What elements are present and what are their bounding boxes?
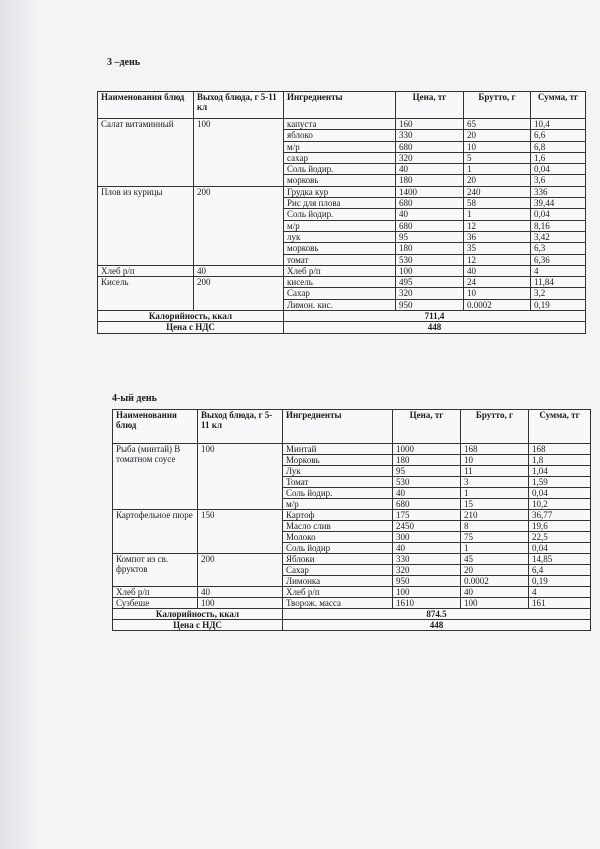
dish-name: Сузбеше: [113, 598, 198, 609]
ingredient-name: Лимонка: [283, 576, 393, 587]
dish-name: Хлеб р/п: [113, 587, 198, 598]
ingredient-sum: 19,6: [529, 521, 591, 532]
ingredient-name: яблоко: [284, 130, 396, 141]
ingredient-gross: 24: [464, 277, 531, 288]
dish-name: Салат витаминный: [98, 119, 194, 187]
header-dish-name: Наименования блюд: [113, 410, 198, 444]
table-row: [113, 598, 591, 609]
ingredient-gross: 0.0002: [461, 576, 529, 587]
dish-yield: 200: [198, 554, 283, 587]
ingredient-sum: 0,04: [531, 164, 586, 175]
ingredient-gross: 100: [461, 598, 529, 609]
dish-name: Компот из св. фруктов: [113, 554, 198, 587]
ingredient-sum: 1,8: [529, 455, 591, 466]
table-row: [98, 277, 586, 288]
dish-yield: 200: [194, 186, 284, 265]
ingredient-price: 1000: [393, 444, 461, 455]
dish-yield: 100: [194, 119, 284, 187]
ingredient-sum: 0,19: [529, 576, 591, 587]
ingredient-sum: 161: [529, 598, 591, 609]
ingredient-sum: 10,4: [531, 119, 586, 130]
ingredient-gross: 10: [464, 141, 531, 152]
ingredient-sum: 6,8: [531, 141, 586, 152]
header-yield: Выход блюда, г 5-11 кл: [198, 410, 283, 444]
table-row: [113, 554, 591, 565]
ingredient-name: Грудка кур: [284, 186, 396, 197]
ingredient-gross: 15: [461, 499, 529, 510]
ingredient-price: 100: [393, 587, 461, 598]
ingredient-sum: 0,04: [529, 488, 591, 499]
header-gross: Брутто, г: [461, 410, 529, 444]
dish-yield: 150: [198, 510, 283, 554]
ingredient-price: 950: [393, 576, 461, 587]
ingredient-price: 320: [396, 288, 464, 299]
ingredient-price: 330: [393, 554, 461, 565]
ingredient-name: Сахар: [283, 565, 393, 576]
ingredient-name: м/р: [283, 499, 393, 510]
dish-name: Картофельное пюре: [113, 510, 198, 554]
ingredient-gross: 8: [461, 521, 529, 532]
ingredient-price: 530: [396, 254, 464, 265]
ingredient-price: 180: [396, 175, 464, 186]
ingredient-sum: 14,85: [529, 554, 591, 565]
table-row: [113, 510, 591, 521]
ingredient-price: 1400: [396, 186, 464, 197]
dish-yield: 40: [198, 587, 283, 598]
header-ingredients: Ингредиенты: [283, 410, 393, 444]
ingredient-name: лук: [284, 231, 396, 242]
ingredient-gross: 10: [464, 288, 531, 299]
ingredient-price: 320: [396, 152, 464, 163]
ingredient-name: Картоф: [283, 510, 393, 521]
ingredient-sum: 4: [531, 265, 586, 276]
header-dish-name: Наименования блюд: [98, 92, 194, 119]
ingredient-gross: 10: [461, 455, 529, 466]
ingredient-sum: 1,6: [531, 152, 586, 163]
ingredient-sum: 6,36: [531, 254, 586, 265]
table-row: [113, 444, 591, 455]
ingredient-sum: 10,2: [529, 499, 591, 510]
ingredient-price: 680: [396, 141, 464, 152]
ingredient-name: томат: [284, 254, 396, 265]
table-row: [98, 186, 586, 197]
ingredient-sum: 1,04: [529, 466, 591, 477]
ingredient-name: Соль йодир.: [283, 488, 393, 499]
scan-edge-shadow: [0, 0, 40, 849]
ingredient-gross: 45: [461, 554, 529, 565]
ingredient-gross: 5: [464, 152, 531, 163]
calories-row-value: 874.5: [283, 609, 591, 620]
ingredient-price: 680: [393, 499, 461, 510]
ingredient-gross: 20: [464, 130, 531, 141]
ingredient-gross: 11: [461, 466, 529, 477]
ingredient-gross: 1: [461, 543, 529, 554]
ingredient-gross: 168: [461, 444, 529, 455]
ingredient-name: м/р: [284, 141, 396, 152]
ingredient-sum: 0,19: [531, 299, 586, 310]
day-4-title: 4-ый день: [112, 393, 157, 404]
ingredient-name: Яблоки: [283, 554, 393, 565]
ingredient-gross: 35: [464, 243, 531, 254]
ingredient-name: Хлеб р/п: [283, 587, 393, 598]
ingredient-price: 40: [393, 543, 461, 554]
header-row: [98, 92, 586, 119]
dish-name: Рыба (минтай) В томатном соусе: [113, 444, 198, 510]
ingredient-gross: 240: [464, 186, 531, 197]
ingredient-name: Соль йодир: [283, 543, 393, 554]
ingredient-price: 950: [396, 299, 464, 310]
table-row: [98, 265, 586, 276]
header-gross: Брутто, г: [464, 92, 531, 119]
calories-row-value: 711,4: [284, 311, 586, 322]
ingredient-price: 180: [393, 455, 461, 466]
ingredient-price: 330: [396, 130, 464, 141]
dish-yield: 40: [194, 265, 284, 276]
ingredient-gross: 75: [461, 532, 529, 543]
ingredient-name: Хлеб р/п: [284, 265, 396, 276]
ingredient-sum: 22,5: [529, 532, 591, 543]
price-row-value: 448: [283, 620, 591, 631]
ingredient-gross: 40: [461, 587, 529, 598]
dish-yield: 100: [198, 598, 283, 609]
ingredient-sum: 3,2: [531, 288, 586, 299]
price-row-label: Цена с НДС: [98, 322, 284, 333]
table-row: [98, 119, 586, 130]
ingredient-name: Сахар: [284, 288, 396, 299]
ingredient-name: Молоко: [283, 532, 393, 543]
ingredient-sum: 36,77: [529, 510, 591, 521]
ingredient-sum: 8,16: [531, 220, 586, 231]
ingredient-sum: 11,84: [531, 277, 586, 288]
ingredient-name: Рис для плова: [284, 198, 396, 209]
dish-yield: 100: [198, 444, 283, 510]
ingredient-gross: 210: [461, 510, 529, 521]
price-row: [113, 620, 591, 631]
ingredient-sum: 4: [529, 587, 591, 598]
header-sum: Сумма, тг: [529, 410, 591, 444]
header-price: Цена, тг: [396, 92, 464, 119]
ingredient-sum: 3,42: [531, 231, 586, 242]
ingredient-gross: 12: [464, 220, 531, 231]
day-4-menu-table: [112, 409, 591, 631]
ingredient-sum: 6,4: [529, 565, 591, 576]
ingredient-name: капуста: [284, 119, 396, 130]
ingredient-gross: 20: [464, 175, 531, 186]
ingredient-sum: 1,59: [529, 477, 591, 488]
ingredient-price: 160: [396, 119, 464, 130]
ingredient-sum: 3,6: [531, 175, 586, 186]
price-row-label: Цена с НДС: [113, 620, 283, 631]
ingredient-name: морковь: [284, 243, 396, 254]
ingredient-price: 40: [396, 164, 464, 175]
ingredient-name: Лук: [283, 466, 393, 477]
ingredient-price: 95: [393, 466, 461, 477]
ingredient-price: 495: [396, 277, 464, 288]
header-sum: Сумма, тг: [531, 92, 586, 119]
ingredient-price: 175: [393, 510, 461, 521]
ingredient-price: 2450: [393, 521, 461, 532]
price-row: [98, 322, 586, 333]
ingredient-price: 40: [396, 209, 464, 220]
ingredient-gross: 20: [461, 565, 529, 576]
ingredient-gross: 1: [464, 209, 531, 220]
ingredient-sum: 6,6: [531, 130, 586, 141]
dish-name: Плов из курицы: [98, 186, 194, 265]
ingredient-name: сахар: [284, 152, 396, 163]
header-price: Цена, тг: [393, 410, 461, 444]
ingredient-sum: 168: [529, 444, 591, 455]
header-ingredients: Ингредиенты: [284, 92, 396, 119]
ingredient-name: Соль йодир.: [284, 209, 396, 220]
ingredient-gross: 36: [464, 231, 531, 242]
ingredient-name: м/р: [284, 220, 396, 231]
calories-row-label: Калорийность, ккал: [113, 609, 283, 620]
ingredient-price: 40: [393, 488, 461, 499]
calories-row-label: Калорийность, ккал: [98, 311, 284, 322]
ingredient-name: Лимон. кис.: [284, 299, 396, 310]
ingredient-name: кисель: [284, 277, 396, 288]
ingredient-price: 300: [393, 532, 461, 543]
dish-name: Хлеб р/п: [98, 265, 194, 276]
calories-row: [98, 311, 586, 322]
dish-yield: 200: [194, 277, 284, 311]
price-row-value: 448: [284, 322, 586, 333]
ingredient-price: 180: [396, 243, 464, 254]
ingredient-sum: 6,3: [531, 243, 586, 254]
dish-name: Кисель: [98, 277, 194, 311]
ingredient-name: Минтай: [283, 444, 393, 455]
day-3-menu-table: [97, 91, 586, 334]
ingredient-gross: 58: [464, 198, 531, 209]
ingredient-name: Масло слив: [283, 521, 393, 532]
ingredient-sum: 336: [531, 186, 586, 197]
ingredient-name: Морковь: [283, 455, 393, 466]
ingredient-price: 95: [396, 231, 464, 242]
day-3-title: 3 –день: [107, 57, 141, 68]
ingredient-price: 680: [396, 198, 464, 209]
ingredient-sum: 0,04: [529, 543, 591, 554]
ingredient-price: 530: [393, 477, 461, 488]
ingredient-name: Томат: [283, 477, 393, 488]
ingredient-price: 680: [396, 220, 464, 231]
header-row: [113, 410, 591, 444]
ingredient-gross: 12: [464, 254, 531, 265]
ingredient-gross: 1: [464, 164, 531, 175]
ingredient-name: Творож. масса: [283, 598, 393, 609]
calories-row: [113, 609, 591, 620]
ingredient-price: 100: [396, 265, 464, 276]
ingredient-name: морковь: [284, 175, 396, 186]
ingredient-price: 1610: [393, 598, 461, 609]
ingredient-name: Соль йодир.: [284, 164, 396, 175]
ingredient-gross: 65: [464, 119, 531, 130]
ingredient-gross: 1: [461, 488, 529, 499]
ingredient-price: 320: [393, 565, 461, 576]
ingredient-gross: 3: [461, 477, 529, 488]
table-row: [113, 587, 591, 598]
ingredient-gross: 0.0002: [464, 299, 531, 310]
ingredient-sum: 39,44: [531, 198, 586, 209]
ingredient-sum: 0,04: [531, 209, 586, 220]
ingredient-gross: 40: [464, 265, 531, 276]
header-yield: Выход блюда, г 5-11 кл: [194, 92, 284, 119]
